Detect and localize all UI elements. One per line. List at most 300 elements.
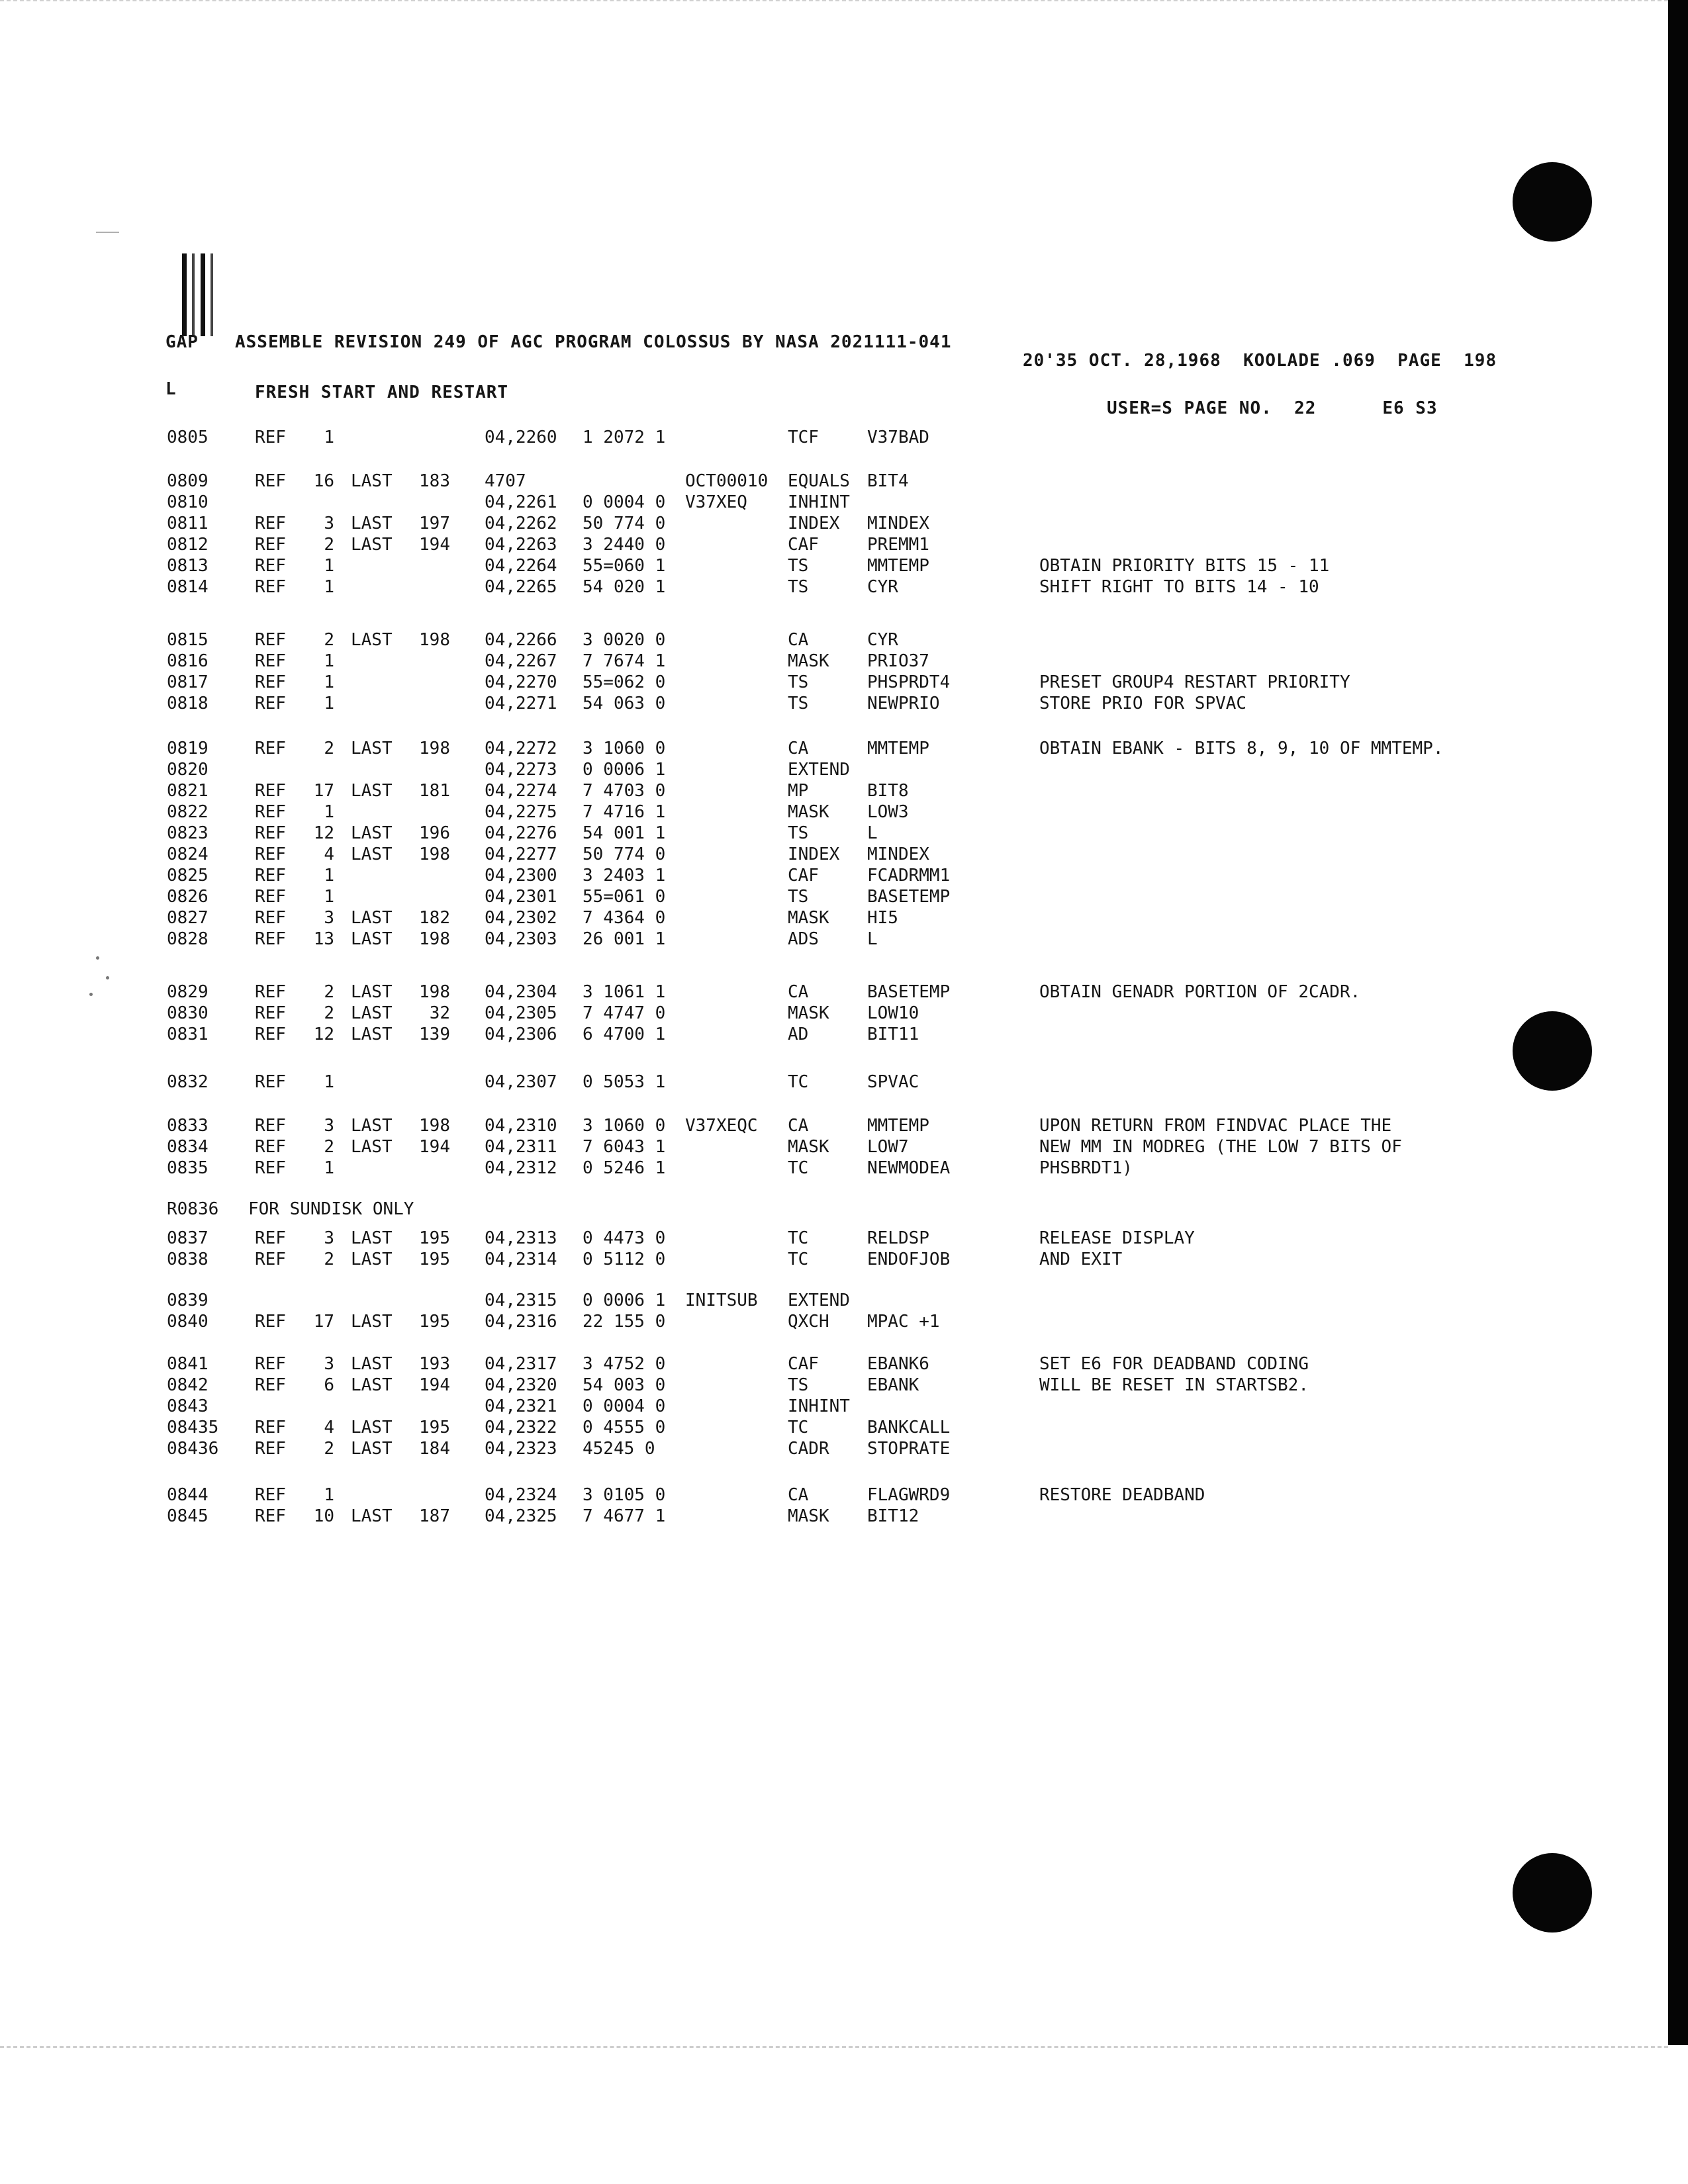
listing-addr: 04,2260 — [485, 428, 557, 447]
listing-arg: MINDEX — [867, 514, 929, 533]
listing-lastn: 193 — [419, 1354, 450, 1374]
listing-refn: 1 — [324, 1072, 334, 1092]
listing-comment: AND EXIT — [1039, 1250, 1123, 1269]
listing-addr: 04,2301 — [485, 887, 557, 907]
margin-speck — [96, 956, 99, 960]
listing-op: MASK — [788, 1137, 829, 1157]
listing-lastn: 195 — [419, 1312, 450, 1332]
listing-code: 7 4747 0 — [583, 1003, 666, 1023]
listing-seq: 0839 — [167, 1291, 209, 1310]
margin-tick — [96, 232, 119, 233]
section-title: FRESH START AND RESTART — [255, 383, 509, 402]
listing-seq: 0845 — [167, 1506, 209, 1526]
revision-bar — [211, 253, 213, 336]
listing-addr: 04,2304 — [485, 982, 557, 1002]
listing-op: MASK — [788, 651, 829, 671]
listing-op: EXTEND — [788, 1291, 850, 1310]
listing-ref: REF — [255, 908, 286, 928]
section-marker: L — [165, 379, 177, 399]
page-edge-strip — [1668, 0, 1688, 2045]
listing-arg: CYR — [867, 630, 898, 650]
listing-code: 7 7674 1 — [583, 651, 666, 671]
listing-last: LAST — [351, 1506, 393, 1526]
listing-comment: SHIFT RIGHT TO BITS 14 - 10 — [1039, 577, 1319, 597]
listing-refn: 1 — [324, 866, 334, 886]
listing-code: 55=062 0 — [583, 672, 666, 692]
listing-last: LAST — [351, 630, 393, 650]
listing-arg: BIT12 — [867, 1506, 919, 1526]
listing-ref: REF — [255, 1485, 286, 1505]
listing-refn: 12 — [313, 1024, 334, 1044]
listing-refn: 12 — [313, 823, 334, 843]
listing-addr: 04,2312 — [485, 1158, 557, 1178]
listing-ref: REF — [255, 929, 286, 949]
listing-addr: 04,2322 — [485, 1418, 557, 1437]
listing-op: MASK — [788, 802, 829, 822]
listing-refn: 2 — [324, 739, 334, 758]
listing-code: 0 0004 0 — [583, 492, 666, 512]
listing-comment: UPON RETURN FROM FINDVAC PLACE THE — [1039, 1116, 1392, 1136]
listing-op: TS — [788, 672, 809, 692]
listing-op: CA — [788, 739, 809, 758]
listing-op: TS — [788, 887, 809, 907]
listing-arg: BANKCALL — [867, 1418, 951, 1437]
listing-addr: 04,2264 — [485, 556, 557, 576]
listing-addr: 04,2321 — [485, 1396, 557, 1416]
listing-addr: 04,2324 — [485, 1485, 557, 1505]
listing-addr: 04,2262 — [485, 514, 557, 533]
listing-code: 3 1061 1 — [583, 982, 666, 1002]
listing-seq: 0816 — [167, 651, 209, 671]
listing-ref: REF — [255, 823, 286, 843]
listing-label: OCT00010 — [685, 471, 769, 491]
listing-code: 6 4700 1 — [583, 1024, 666, 1044]
listing-refn: 1 — [324, 651, 334, 671]
listing-op: INHINT — [788, 492, 850, 512]
listing-arg: FLAGWRD9 — [867, 1485, 951, 1505]
listing-addr: 04,2275 — [485, 802, 557, 822]
listing-free: FOR SUNDISK ONLY — [248, 1199, 414, 1219]
listing-addr: 04,2263 — [485, 535, 557, 555]
listing-ref: REF — [255, 1003, 286, 1023]
listing-label: V37XEQ — [685, 492, 747, 512]
listing-comment: PRESET GROUP4 RESTART PRIORITY — [1039, 672, 1350, 692]
listing-ref: REF — [255, 1312, 286, 1332]
listing-code: 3 4752 0 — [583, 1354, 666, 1374]
listing-seq: 0833 — [167, 1116, 209, 1136]
listing-refn: 3 — [324, 514, 334, 533]
listing-code: 50 774 0 — [583, 514, 666, 533]
listing-refn: 3 — [324, 1354, 334, 1374]
listing-comment: OBTAIN PRIORITY BITS 15 - 11 — [1039, 556, 1330, 576]
listing-addr: 04,2276 — [485, 823, 557, 843]
listing-addr: 04,2305 — [485, 1003, 557, 1023]
listing-comment: RESTORE DEADBAND — [1039, 1485, 1205, 1505]
listing-arg: BIT8 — [867, 781, 909, 801]
listing-arg: EBANK6 — [867, 1354, 929, 1374]
listing-refn: 1 — [324, 887, 334, 907]
listing-addr: 04,2267 — [485, 651, 557, 671]
listing-code: 54 003 0 — [583, 1375, 666, 1395]
listing-code: 3 2440 0 — [583, 535, 666, 555]
listing-comment: SET E6 FOR DEADBAND CODING — [1039, 1354, 1309, 1374]
punch-hole-middle — [1513, 1011, 1592, 1091]
listing-last: LAST — [351, 908, 393, 928]
listing-arg: NEWPRIO — [867, 694, 940, 713]
listing-code: 7 4677 1 — [583, 1506, 666, 1526]
listing-lastn: 182 — [419, 908, 450, 928]
listing-comment: OBTAIN EBANK - BITS 8, 9, 10 OF MMTEMP. — [1039, 739, 1444, 758]
listing-seq: 0821 — [167, 781, 209, 801]
listing-ref: REF — [255, 651, 286, 671]
listing-seq: 0843 — [167, 1396, 209, 1416]
listing-refn: 4 — [324, 844, 334, 864]
listing-arg: HI5 — [867, 908, 898, 928]
listing-refn: 1 — [324, 802, 334, 822]
listing-lastn: 184 — [419, 1439, 450, 1459]
listing-ref: REF — [255, 887, 286, 907]
listing-ref: REF — [255, 1116, 286, 1136]
listing-addr: 04,2316 — [485, 1312, 557, 1332]
listing-arg: ENDOFJOB — [867, 1250, 951, 1269]
listing-label: INITSUB — [685, 1291, 758, 1310]
listing-op: CAF — [788, 1354, 819, 1374]
listing-lastn: 183 — [419, 471, 450, 491]
listing-op: CADR — [788, 1439, 829, 1459]
listing-addr: 04,2313 — [485, 1228, 557, 1248]
listing-seq: 0814 — [167, 577, 209, 597]
listing-code: 50 774 0 — [583, 844, 666, 864]
listing-seq: 0820 — [167, 760, 209, 780]
listing-lastn: 196 — [419, 823, 450, 843]
listing-refn: 16 — [313, 471, 334, 491]
listing-op: INHINT — [788, 1396, 850, 1416]
listing-seq: 0827 — [167, 908, 209, 928]
listing-lastn: 139 — [419, 1024, 450, 1044]
listing-ref: REF — [255, 556, 286, 576]
listing-seq: 0817 — [167, 672, 209, 692]
revision-bar — [182, 253, 187, 336]
listing-code: 55=060 1 — [583, 556, 666, 576]
listing-op: TS — [788, 1375, 809, 1395]
listing-addr: 04,2274 — [485, 781, 557, 801]
listing-lastn: 197 — [419, 514, 450, 533]
listing-op: EXTEND — [788, 760, 850, 780]
listing-code: 26 001 1 — [583, 929, 666, 949]
punch-hole-top — [1513, 162, 1592, 242]
listing-arg: L — [867, 823, 878, 843]
revision-bar — [201, 253, 205, 336]
listing-last: LAST — [351, 514, 393, 533]
listing-lastn: 198 — [419, 844, 450, 864]
listing-arg: PREMM1 — [867, 535, 929, 555]
listing-op: TS — [788, 694, 809, 713]
listing-op: CAF — [788, 866, 819, 886]
listing-refn: 17 — [313, 781, 334, 801]
listing-seq: 0832 — [167, 1072, 209, 1092]
listing-addr: 04,2323 — [485, 1439, 557, 1459]
listing-last: LAST — [351, 471, 393, 491]
listing-op: CA — [788, 1485, 809, 1505]
listing-seq: 0823 — [167, 823, 209, 843]
listing-refn: 2 — [324, 982, 334, 1002]
listing-last: LAST — [351, 1024, 393, 1044]
listing-arg: CYR — [867, 577, 898, 597]
listing-code: 3 2403 1 — [583, 866, 666, 886]
listing-op: MASK — [788, 1506, 829, 1526]
listing-refn: 1 — [324, 694, 334, 713]
listing-addr: 04,2277 — [485, 844, 557, 864]
listing-last: LAST — [351, 1354, 393, 1374]
listing-addr: 04,2325 — [485, 1506, 557, 1526]
listing-ref: REF — [255, 802, 286, 822]
listing-code: 0 5053 1 — [583, 1072, 666, 1092]
listing-label: V37XEQC — [685, 1116, 758, 1136]
listing-arg: RELDSP — [867, 1228, 929, 1248]
listing-last: LAST — [351, 1003, 393, 1023]
listing-refn: 2 — [324, 1439, 334, 1459]
listing-addr: 04,2271 — [485, 694, 557, 713]
listing-code: 0 5246 1 — [583, 1158, 666, 1178]
listing-lastn: 198 — [419, 929, 450, 949]
listing-addr: 04,2315 — [485, 1291, 557, 1310]
listing-last: LAST — [351, 535, 393, 555]
listing-code: 55=061 0 — [583, 887, 666, 907]
listing-code: 0 4473 0 — [583, 1228, 666, 1248]
listing-refn: 10 — [313, 1506, 334, 1526]
listing-arg: MMTEMP — [867, 739, 929, 758]
listing-ref: REF — [255, 781, 286, 801]
listing-addr: 04,2302 — [485, 908, 557, 928]
listing-arg: BASETEMP — [867, 982, 951, 1002]
listing-arg: MMTEMP — [867, 1116, 929, 1136]
listing-op: AD — [788, 1024, 809, 1044]
listing-comment: WILL BE RESET IN STARTSB2. — [1039, 1375, 1309, 1395]
listing-lastn: 195 — [419, 1250, 450, 1269]
listing-op: MASK — [788, 908, 829, 928]
listing-seq: 0813 — [167, 556, 209, 576]
margin-speck — [89, 993, 93, 996]
listing-op: TC — [788, 1072, 809, 1092]
date-page-header: 20'35 OCT. 28,1968 KOOLADE .069 PAGE 198 — [1023, 351, 1497, 371]
listing-op: INDEX — [788, 844, 840, 864]
listing-seq: 0811 — [167, 514, 209, 533]
listing-addr: 04,2273 — [485, 760, 557, 780]
listing-code: 3 0105 0 — [583, 1485, 666, 1505]
listing-refn: 3 — [324, 1228, 334, 1248]
listing-code: 3 1060 0 — [583, 739, 666, 758]
listing-op: QXCH — [788, 1312, 829, 1332]
listing-ref: REF — [255, 672, 286, 692]
listing-addr: 04,2320 — [485, 1375, 557, 1395]
user-page-number: USER=S PAGE NO. 22 E6 S3 — [1107, 398, 1438, 418]
listing-ref: REF — [255, 866, 286, 886]
listing-addr: 04,2317 — [485, 1354, 557, 1374]
listing-last: LAST — [351, 1250, 393, 1269]
listing-arg: STOPRATE — [867, 1439, 951, 1459]
listing-ref: REF — [255, 1250, 286, 1269]
listing-seq: 0819 — [167, 739, 209, 758]
listing-lastn: 194 — [419, 535, 450, 555]
listing-op: EQUALS — [788, 471, 850, 491]
listing-addr: 04,2272 — [485, 739, 557, 758]
listing-code: 0 0006 1 — [583, 760, 666, 780]
listing-code: 54 063 0 — [583, 694, 666, 713]
listing-ref: REF — [255, 694, 286, 713]
listing-op: TCF — [788, 428, 819, 447]
listing-last: LAST — [351, 823, 393, 843]
listing-code: 3 0020 0 — [583, 630, 666, 650]
listing-seq: 0838 — [167, 1250, 209, 1269]
listing-arg: PHSPRDT4 — [867, 672, 951, 692]
listing-arg: LOW3 — [867, 802, 909, 822]
listing-arg: LOW10 — [867, 1003, 919, 1023]
listing-ref: REF — [255, 1024, 286, 1044]
listing-refn: 2 — [324, 1250, 334, 1269]
listing-op: CAF — [788, 535, 819, 555]
listing-ref: REF — [255, 1072, 286, 1092]
listing-comment: STORE PRIO FOR SPVAC — [1039, 694, 1247, 713]
listing-last: LAST — [351, 1228, 393, 1248]
listing-refn: 3 — [324, 908, 334, 928]
listing-ref: REF — [255, 1439, 286, 1459]
listing-refn: 3 — [324, 1116, 334, 1136]
listing-addr: 04,2306 — [485, 1024, 557, 1044]
listing-refn: 1 — [324, 556, 334, 576]
listing-op: MP — [788, 781, 809, 801]
listing-seq: 0840 — [167, 1312, 209, 1332]
listing-addr: 04,2265 — [485, 577, 557, 597]
listing-seq: 08435 — [167, 1418, 219, 1437]
listing-lastn: 187 — [419, 1506, 450, 1526]
listing-seq: R0836 — [167, 1199, 219, 1219]
listing-refn: 2 — [324, 1003, 334, 1023]
listing-arg: NEWMODEA — [867, 1158, 951, 1178]
listing-ref: REF — [255, 428, 286, 447]
listing-ref: REF — [255, 844, 286, 864]
listing-arg: LOW7 — [867, 1137, 909, 1157]
listing-last: LAST — [351, 1312, 393, 1332]
listing-seq: 08436 — [167, 1439, 219, 1459]
listing-addr: 04,2310 — [485, 1116, 557, 1136]
listing-seq: 0810 — [167, 492, 209, 512]
listing-lastn: 194 — [419, 1137, 450, 1157]
listing-ref: REF — [255, 471, 286, 491]
listing-code: 54 001 1 — [583, 823, 666, 843]
listing-op: TS — [788, 823, 809, 843]
listing-seq: 0835 — [167, 1158, 209, 1178]
listing-seq: 0831 — [167, 1024, 209, 1044]
listing-code: 0 4555 0 — [583, 1418, 666, 1437]
listing-ref: REF — [255, 1158, 286, 1178]
listing-refn: 13 — [313, 929, 334, 949]
listing-last: LAST — [351, 1418, 393, 1437]
listing-arg: MMTEMP — [867, 556, 929, 576]
listing-ref: REF — [255, 1418, 286, 1437]
listing-code: 54 020 1 — [583, 577, 666, 597]
listing-ref: REF — [255, 630, 286, 650]
listing-code: 0 5112 0 — [583, 1250, 666, 1269]
listing-last: LAST — [351, 1439, 393, 1459]
listing-addr: 04,2307 — [485, 1072, 557, 1092]
listing-refn: 1 — [324, 672, 334, 692]
listing-seq: 0809 — [167, 471, 209, 491]
listing-code: 7 4364 0 — [583, 908, 666, 928]
listing-code: 22 155 0 — [583, 1312, 666, 1332]
listing-arg: MPAC +1 — [867, 1312, 940, 1332]
listing-op: CA — [788, 1116, 809, 1136]
assembly-header: ASSEMBLE REVISION 249 OF AGC PROGRAM COLOSSUS BY NASA 2021111-041 — [235, 332, 952, 352]
listing-refn: 1 — [324, 1485, 334, 1505]
listing-arg: EBANK — [867, 1375, 919, 1395]
listing-last: LAST — [351, 844, 393, 864]
listing-lastn: 181 — [419, 781, 450, 801]
listing-addr: 04,2266 — [485, 630, 557, 650]
listing-seq: 0834 — [167, 1137, 209, 1157]
listing-op: INDEX — [788, 514, 840, 533]
listing-ref: REF — [255, 1506, 286, 1526]
listing-seq: 0824 — [167, 844, 209, 864]
listing-ref: REF — [255, 514, 286, 533]
listing-op: ADS — [788, 929, 819, 949]
listing-lastn: 198 — [419, 982, 450, 1002]
listing-last: LAST — [351, 1375, 393, 1395]
listing-last: LAST — [351, 1137, 393, 1157]
listing-seq: 0842 — [167, 1375, 209, 1395]
listing-addr: 04,2261 — [485, 492, 557, 512]
listing-refn: 4 — [324, 1418, 334, 1437]
listing-comment: OBTAIN GENADR PORTION OF 2CADR. — [1039, 982, 1361, 1002]
listing-addr: 4707 — [485, 471, 526, 491]
listing-last: LAST — [351, 929, 393, 949]
listing-seq: 0830 — [167, 1003, 209, 1023]
listing-code: 1 2072 1 — [583, 428, 666, 447]
listing-arg: V37BAD — [867, 428, 929, 447]
listing-seq: 0805 — [167, 428, 209, 447]
listing-arg: PRIO37 — [867, 651, 929, 671]
listing-lastn: 32 — [429, 1003, 450, 1023]
listing-seq: 0837 — [167, 1228, 209, 1248]
listing-refn: 1 — [324, 1158, 334, 1178]
listing-seq: 0822 — [167, 802, 209, 822]
listing-lastn: 198 — [419, 1116, 450, 1136]
listing-arg: BIT4 — [867, 471, 909, 491]
listing-arg: BIT11 — [867, 1024, 919, 1044]
listing-addr: 04,2311 — [485, 1137, 557, 1157]
listing-op: TC — [788, 1418, 809, 1437]
listing-refn: 17 — [313, 1312, 334, 1332]
listing-ref: REF — [255, 1354, 286, 1374]
listing-lastn: 198 — [419, 630, 450, 650]
listing-code: 45245 0 — [583, 1439, 655, 1459]
listing-arg: SPVAC — [867, 1072, 919, 1092]
listing-arg: FCADRMM1 — [867, 866, 951, 886]
listing-addr: 04,2303 — [485, 929, 557, 949]
listing-seq: 0826 — [167, 887, 209, 907]
listing-arg: BASETEMP — [867, 887, 951, 907]
listing-code: 7 4703 0 — [583, 781, 666, 801]
listing-lastn: 195 — [419, 1418, 450, 1437]
listing-code: 7 4716 1 — [583, 802, 666, 822]
listing-code: 0 0004 0 — [583, 1396, 666, 1416]
listing-seq: 0844 — [167, 1485, 209, 1505]
listing-op: TC — [788, 1228, 809, 1248]
listing-seq: 0841 — [167, 1354, 209, 1374]
listing-op: TC — [788, 1158, 809, 1178]
listing-refn: 1 — [324, 577, 334, 597]
listing-ref: REF — [255, 1228, 286, 1248]
listing-op: CA — [788, 982, 809, 1002]
